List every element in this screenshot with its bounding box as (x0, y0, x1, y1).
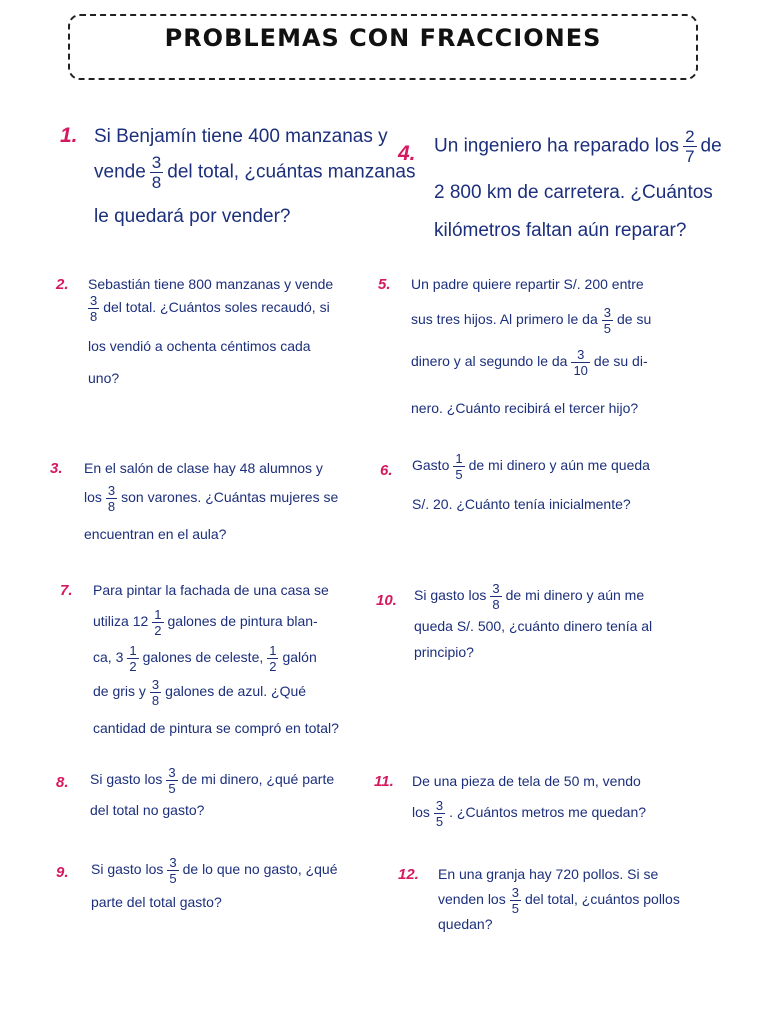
denominator: 7 (685, 147, 695, 166)
problem-text-line (93, 678, 306, 707)
text-segment: de mi dinero, ¿qué parte (181, 771, 335, 788)
problem-text-line (91, 856, 338, 885)
denominator: 5 (511, 901, 519, 916)
numerator: 1 (154, 607, 162, 622)
problem-number: 1. (60, 124, 78, 147)
denominator: 5 (455, 467, 463, 482)
mixed-number (132, 607, 168, 638)
fraction (434, 799, 445, 828)
denominator: 8 (492, 597, 500, 612)
problem-5 (378, 276, 718, 421)
problem-2 (56, 276, 366, 391)
problem-number: 7. (60, 582, 73, 599)
problem-text-line: Sebastián tiene 800 manzanas y vende (88, 276, 334, 292)
denominator: 5 (168, 781, 176, 796)
denominator: 2 (129, 659, 137, 674)
problem-text-line: En el salón de clase hay 48 alumnos y (84, 460, 323, 476)
fraction (571, 348, 589, 377)
denominator: 8 (151, 173, 162, 192)
problem-1 (60, 124, 416, 234)
fraction (127, 644, 138, 673)
text-segment: Un ingeniero ha reparado los (434, 135, 680, 157)
problem-text-line: los vendió a ochenta céntimos cada (88, 338, 311, 354)
problem-6 (380, 452, 710, 517)
text-segment: utiliza (93, 613, 129, 630)
denominator: 10 (573, 363, 588, 378)
fraction (150, 678, 161, 707)
problem-number: 8. (56, 774, 69, 791)
text-segment: los (84, 489, 102, 506)
problem-text-line (94, 154, 415, 191)
problem-7 (60, 582, 365, 742)
text-segment: del total, ¿cuántas manzanas (167, 161, 416, 183)
numerator: 3 (577, 347, 585, 362)
text-segment: Si gasto los (90, 771, 163, 788)
whole-part: 12 (132, 613, 149, 630)
problem-text-line (412, 452, 650, 481)
numerator: 1 (455, 451, 463, 466)
text-segment: Gasto (412, 457, 450, 474)
problem-number: 6. (380, 462, 393, 479)
problem-4 (398, 128, 728, 248)
text-segment: de mi dinero y aún me (505, 587, 645, 604)
denominator: 5 (169, 871, 177, 886)
text-segment: dinero y al segundo le da (411, 353, 568, 370)
problem-text-line: Un padre quiere repartir S/. 200 entre (411, 276, 644, 292)
numerator: 3 (151, 153, 162, 172)
numerator: 3 (107, 483, 116, 498)
text-segment: sus tres hijos. Al primero le da (411, 311, 598, 328)
fraction (267, 644, 278, 673)
problem-text-line: parte del total gasto? (91, 894, 222, 910)
problem-text-line: del total no gasto? (90, 802, 205, 818)
text-segment: galones de azul. ¿Qué (165, 683, 307, 700)
fraction (510, 886, 521, 915)
numerator: 2 (685, 127, 695, 146)
fraction (167, 856, 178, 885)
problem-number: 11. (374, 773, 394, 790)
problem-number: 5. (378, 276, 391, 293)
text-segment: vende (94, 161, 146, 183)
problem-text-line (411, 306, 651, 335)
problem-text-line: cantidad de pintura se compró en total? (93, 720, 339, 736)
denominator: 2 (154, 623, 162, 638)
problem-text-line (414, 582, 644, 611)
denominator: 5 (603, 321, 611, 336)
text-segment: galón (282, 649, 317, 666)
problem-text-line: S/. 20. ¿Cuánto tenía inicialmente? (412, 496, 631, 512)
text-segment: de gris y (93, 683, 146, 700)
problem-text-line: principio? (414, 644, 474, 660)
denominator: 8 (151, 693, 160, 708)
problem-text-line: kilómetros faltan aún reparar? (434, 220, 687, 241)
title-box (68, 14, 698, 80)
problem-9 (56, 856, 376, 914)
problem-11 (374, 773, 704, 835)
denominator: 8 (107, 499, 116, 514)
problem-text-line: De una pieza de tela de 50 m, vendo (412, 773, 641, 789)
numerator: 3 (151, 677, 160, 692)
denominator: 2 (269, 659, 277, 674)
text-segment: . ¿Cuántos metros me quedan? (449, 804, 647, 821)
problem-text-line: 2 800 km de carretera. ¿Cuántos (434, 182, 713, 203)
problem-text-line (84, 484, 338, 513)
problem-number: 9. (56, 864, 69, 881)
problem-8 (56, 766, 366, 821)
text-segment: ca, (93, 649, 112, 666)
text-segment: galones de pintura blan- (167, 613, 318, 630)
text-segment: de su (616, 311, 652, 328)
problem-10 (376, 582, 711, 667)
text-segment: galones de celeste, (142, 649, 264, 666)
numerator: 3 (511, 885, 519, 900)
problem-text-line: le quedará por vender? (94, 206, 291, 227)
problem-number: 12. (398, 866, 419, 883)
numerator: 3 (435, 798, 444, 813)
fraction (106, 484, 117, 513)
text-segment: los (412, 804, 430, 821)
page-title: PROBLEMAS CON FRACCIONES (164, 24, 602, 52)
fraction (88, 294, 99, 323)
numerator: 3 (169, 855, 177, 870)
fraction (490, 582, 501, 611)
text-segment: de (700, 135, 722, 157)
text-segment: de mi dinero y aún me queda (468, 457, 650, 474)
problem-text-line (438, 886, 680, 915)
problem-12 (398, 866, 728, 934)
text-segment: del total, ¿cuántos pollos (524, 891, 680, 908)
problem-number: 2. (56, 276, 69, 293)
mixed-number (115, 643, 143, 674)
numerator: 3 (492, 581, 500, 596)
problem-text-line (90, 766, 334, 795)
text-segment: Si gasto los (91, 861, 164, 878)
problem-text-line: nero. ¿Cuánto recibirá el tercer hijo? (411, 400, 639, 416)
problem-text-line: Si Benjamín tiene 400 manzanas y (94, 126, 388, 147)
problem-text-line (411, 348, 648, 377)
problem-text-line (84, 294, 330, 323)
problem-text-line (412, 799, 646, 828)
fraction (166, 766, 177, 795)
text-segment: de su di- (593, 353, 648, 370)
text-segment: Si gasto los (414, 587, 487, 604)
numerator: 1 (129, 643, 137, 658)
problem-text-line: queda S/. 500, ¿cuánto dinero tenía al (414, 618, 653, 634)
text-segment: del total. ¿Cuántos soles recaudó, si (103, 299, 330, 316)
problem-text-line: quedan? (438, 916, 493, 932)
fraction (152, 608, 163, 637)
problem-text-line: Para pintar la fachada de una casa se (93, 582, 329, 598)
whole-part: 3 (115, 649, 124, 666)
text-segment: de lo que no gasto, ¿qué (182, 861, 338, 878)
fraction (602, 306, 613, 335)
problem-number: 4. (398, 142, 416, 165)
text-segment: son varones. ¿Cuántas mujeres se (121, 489, 339, 506)
problem-text-line (434, 128, 722, 165)
problem-number: 10. (376, 592, 397, 609)
fraction (453, 452, 464, 481)
problem-3 (50, 460, 370, 550)
problem-text-line (93, 644, 317, 673)
problem-text-line: En una granja hay 720 pollos. Si se (438, 866, 659, 882)
problem-number: 3. (50, 460, 63, 477)
problem-text-line: encuentran en el aula? (84, 526, 227, 542)
fraction (683, 128, 696, 165)
problem-text-line (93, 608, 318, 637)
text-segment: venden los (438, 891, 506, 908)
numerator: 1 (269, 643, 277, 658)
numerator: 3 (168, 765, 176, 780)
fraction (150, 154, 163, 191)
problem-text-line: uno? (88, 370, 120, 386)
denominator: 5 (435, 814, 444, 829)
denominator: 8 (90, 309, 98, 324)
numerator: 3 (90, 293, 98, 308)
numerator: 3 (603, 305, 611, 320)
